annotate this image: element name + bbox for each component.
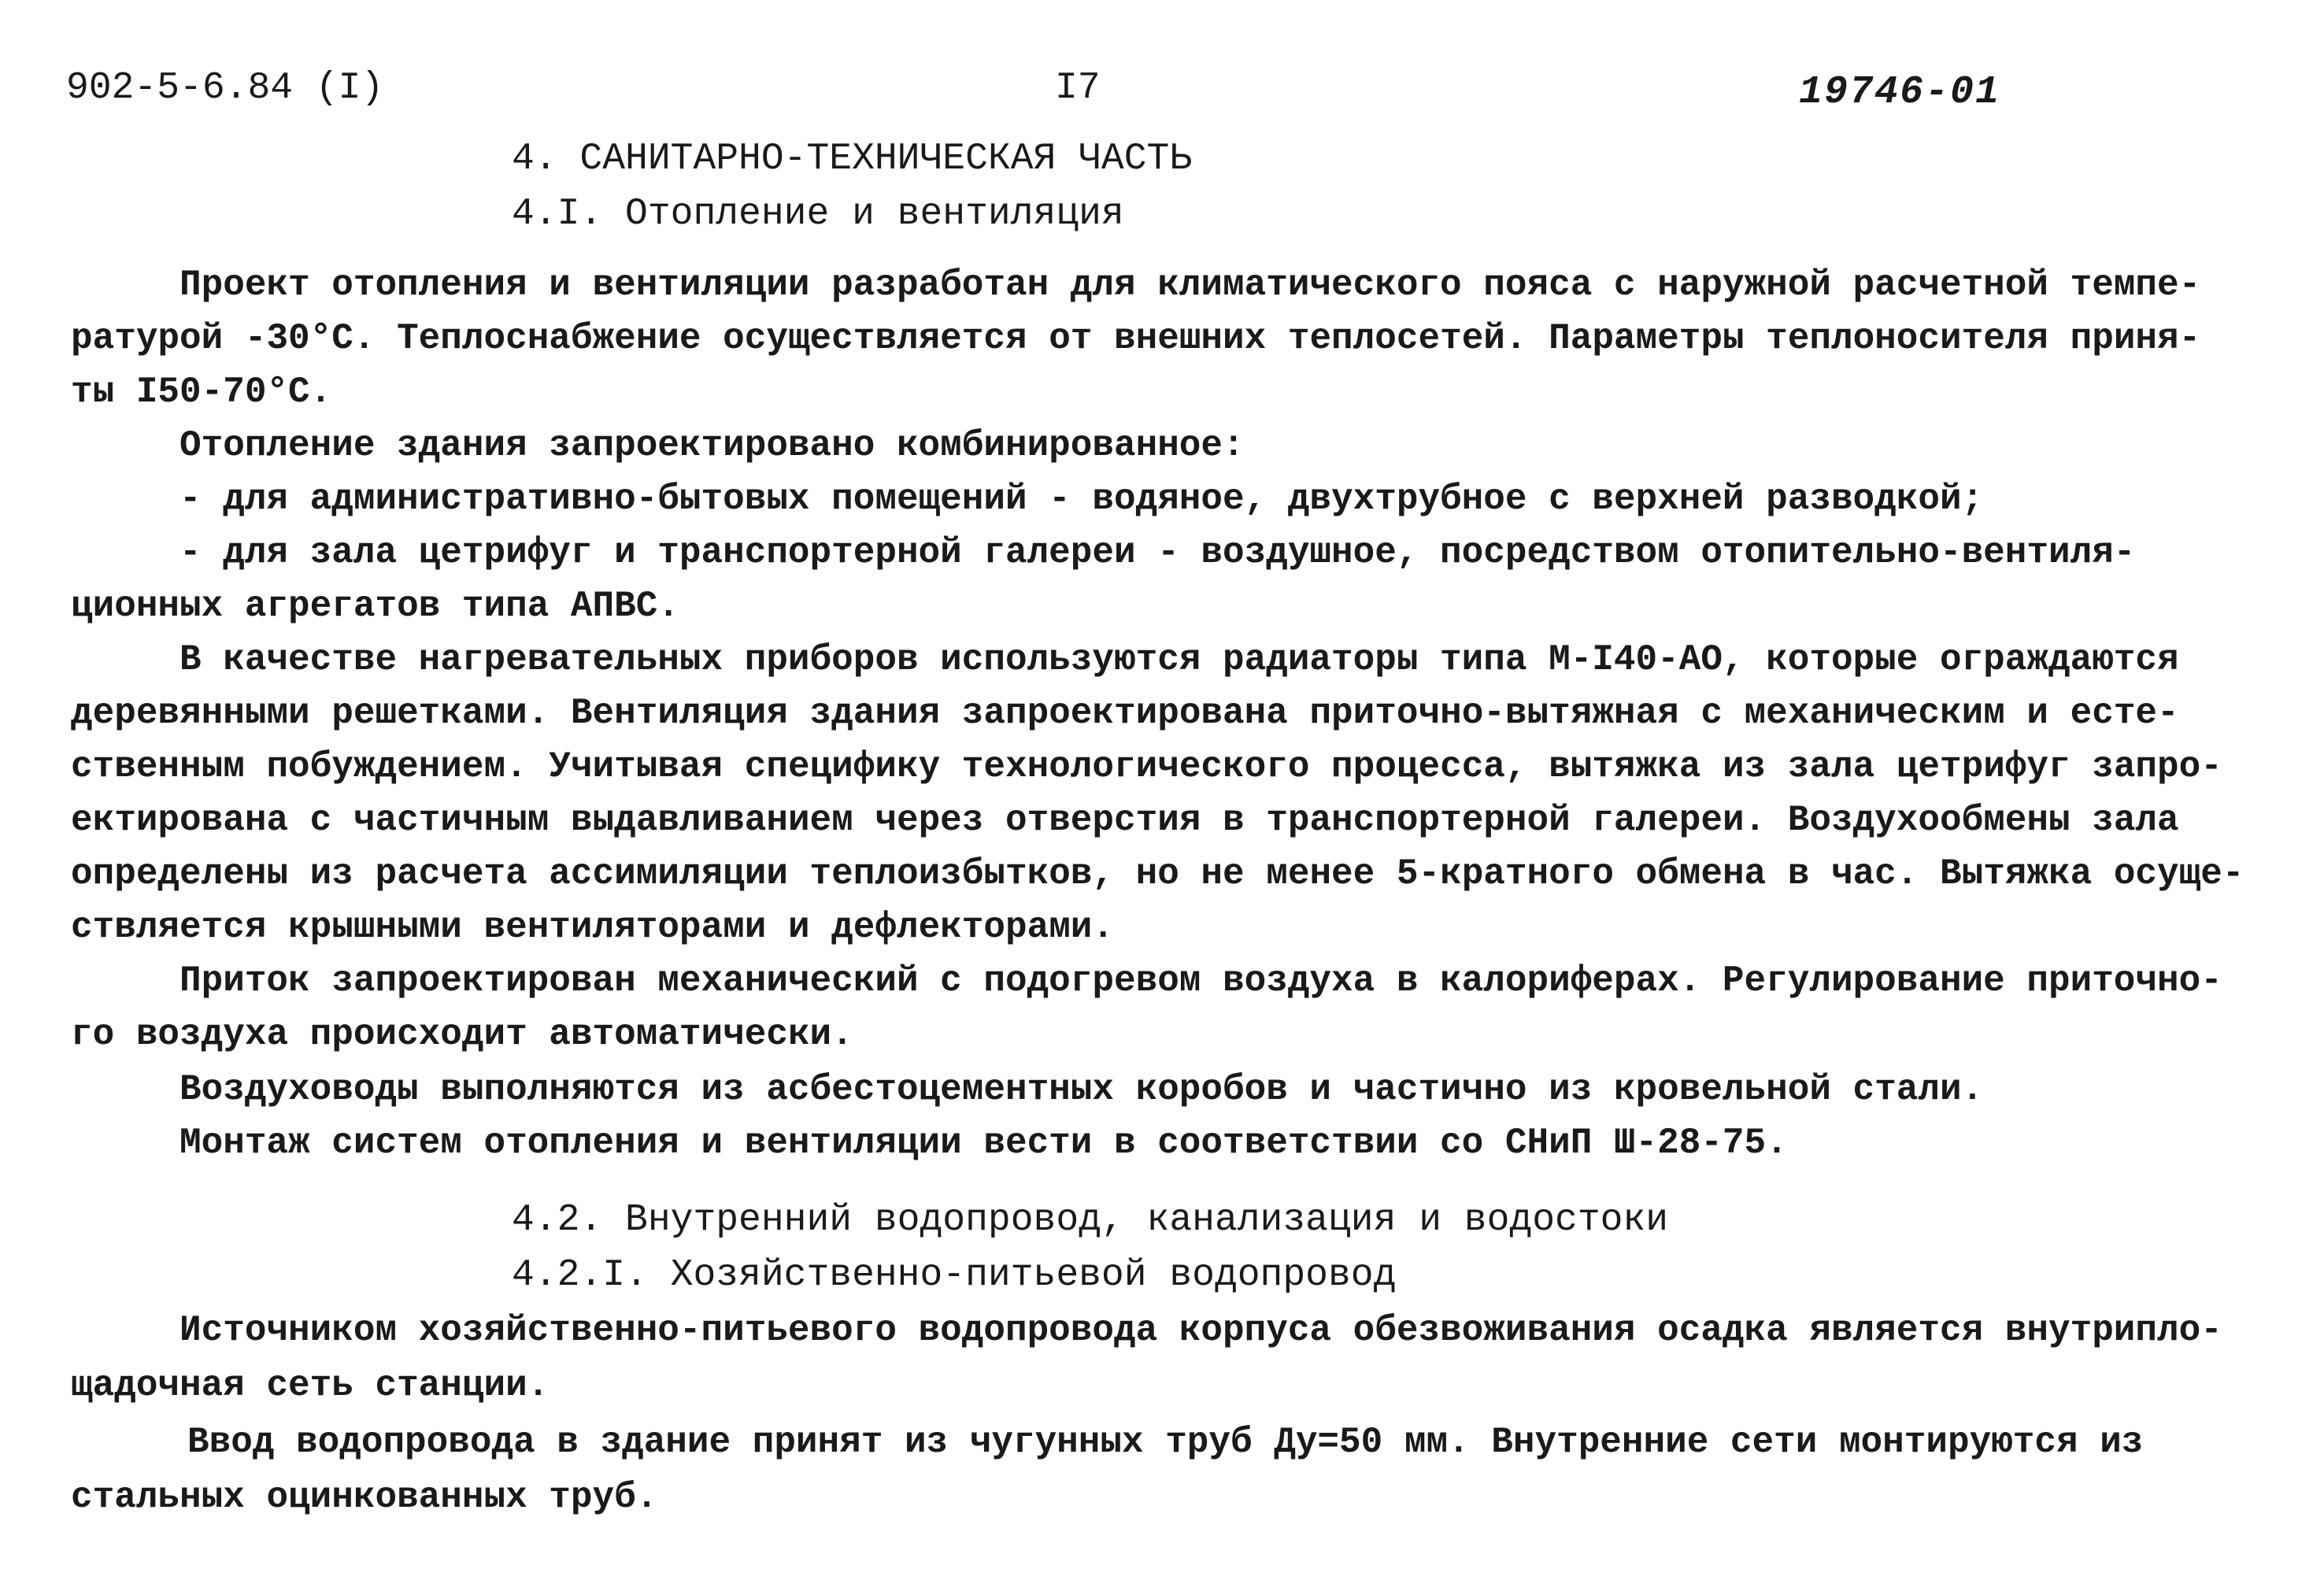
section-title: 4. САНИТАРНО-ТЕХНИЧЕСКАЯ ЧАСТЬ [512, 138, 1193, 180]
subsection-title-4-2: 4.2. Внутренний водопровод, канализация и водостоки [512, 1199, 1669, 1241]
paragraph-line: деревянными решетками. Вентиляция здания запроектирована приточно-вытяжная с механическим и есте- [71, 693, 2179, 734]
paragraph-line: ты I50-70°С. [71, 372, 332, 413]
paragraph-line: Воздуховоды выполняются из асбестоцементных коробов и частично из кровельной стали. [179, 1069, 1984, 1110]
list-item: - для административно-бытовых помещений - водяное, двухтрубное с верхней разводкой; [179, 479, 1984, 520]
list-item: - для зала цетрифуг и транспортерной галереи - воздушное, посредством отопительно-вентиля- [179, 532, 2136, 573]
archive-stamp-number: 19746-01 [1799, 70, 2001, 115]
paragraph-line: го воздуха происходит автоматически. [71, 1014, 853, 1055]
paragraph-line: ционных агрегатов типа АПВС. [71, 586, 679, 627]
paragraph-line: ствляется крышными вентиляторами и дефлекторами. [71, 907, 1115, 948]
page-number: I7 [1055, 67, 1101, 109]
paragraph-line: ектирована с частичным выдавливанием через отверстия в транспортерной галереи. Воздухообмены зала [71, 800, 2179, 841]
paragraph-line: Отопление здания запроектировано комбинированное: [179, 425, 1245, 466]
subsection-title-4-2-1: 4.2.I. Хозяйственно-питьевой водопровод [512, 1254, 1397, 1297]
paragraph-line: ственным побуждением. Учитывая специфику технологического процесса, вытяжка из зала цетрифуг запро- [71, 746, 2222, 787]
paragraph-line: определены из расчета ассимиляции теплоизбытков, но не менее 5-кратного обмена в час. Вытяжка осуще- [71, 853, 2244, 894]
paragraph-line: Ввод водопровода в здание принят из чугунных труб Ду=50 мм. Внутренние сети монтируются из [187, 1422, 2144, 1463]
paragraph-line: Источником хозяйственно-питьевого водопровода корпуса обезвоживания осадка является внутрипло- [179, 1310, 2222, 1351]
paragraph-line: щадочная сеть станции. [71, 1365, 550, 1406]
subsection-title-4-1: 4.I. Отопление и вентиляция [512, 193, 1124, 235]
paragraph-line: Монтаж систем отопления и вентиляции вести в соответствии со СНиП Ш-28-75. [179, 1123, 1788, 1164]
paragraph-line: Проект отопления и вентиляции разработан для климатического пояса с наружной расчетной темпе- [179, 265, 2201, 305]
paragraph-line: ратурой -30°С. Теплоснабжение осуществляется от внешних теплосетей. Параметры теплоносителя приня- [71, 318, 2201, 359]
paragraph-line: Приток запроектирован механический с подогревом воздуха в калориферах. Регулирование приточно- [179, 960, 2222, 1001]
paragraph-line: В качестве нагревательных приборов используются радиаторы типа М-I40-АО, которые ограждаются [179, 639, 2179, 680]
paragraph-line: стальных оцинкованных труб. [71, 1477, 658, 1518]
document-code: 902-5-6.84 (I) [66, 67, 384, 109]
